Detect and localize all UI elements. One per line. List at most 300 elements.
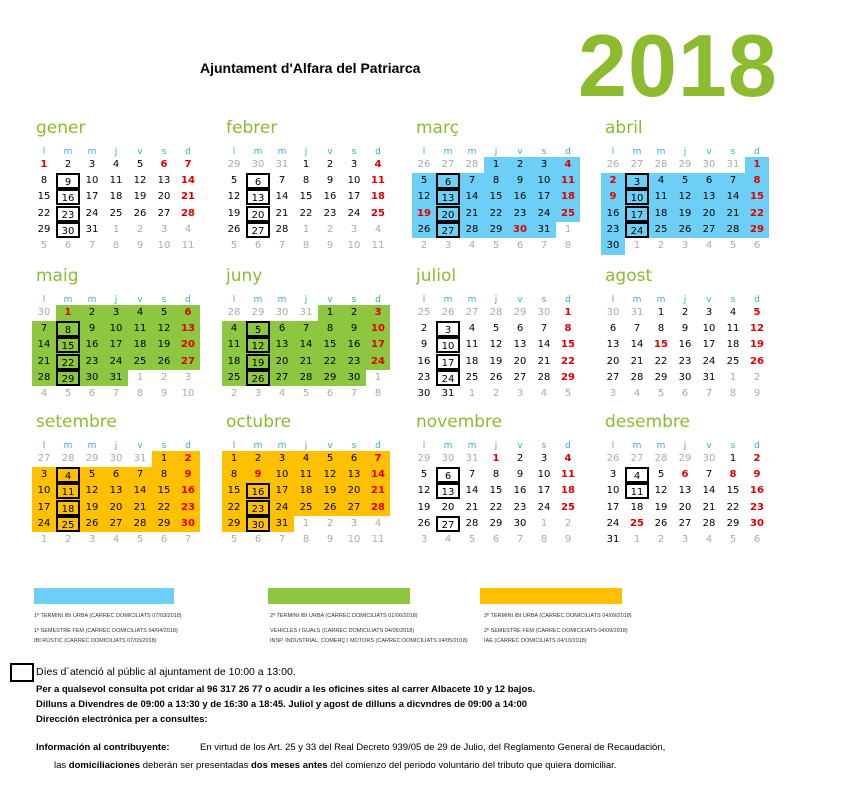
contrib-label: Información al contribuyente: — [36, 742, 170, 753]
day-cell: 5 — [681, 175, 689, 187]
day-cell: 8 — [56, 321, 80, 337]
weekday-label: m — [656, 295, 666, 305]
day-cell: 17 — [606, 501, 620, 513]
day-cell: 14 — [726, 191, 740, 203]
day-cell: 29 — [323, 371, 337, 383]
day-cell: 7 — [468, 175, 476, 187]
day-cell: 25 — [465, 371, 479, 383]
weekday-label: s — [351, 147, 357, 157]
month-febrer — [222, 118, 402, 258]
day-cell: 15 — [750, 191, 764, 203]
day-cell: 20 — [678, 501, 692, 513]
info-line-2: Per a qualsevol consulta pot cridar al 96 317 26 77 o acudir a les oficines sites al carrer Albacete 10 y 12 bajos. — [36, 684, 536, 695]
day-cell: 28 — [275, 223, 289, 235]
day-cell: 1 — [492, 159, 500, 170]
day-cell: 12 — [417, 485, 431, 497]
day-cell: 11 — [561, 175, 575, 187]
day-cell-other: 31 — [133, 453, 147, 464]
weekday-label: j — [683, 441, 687, 451]
weekday-label: d — [754, 441, 760, 451]
day-cell: 12 — [678, 191, 692, 203]
day-cell: 29 — [227, 517, 241, 529]
day-cell: 26 — [246, 370, 270, 386]
day-cell: 17 — [537, 191, 551, 203]
day-cell: 19 — [489, 355, 503, 367]
day-cell: 16 — [606, 207, 620, 219]
day-cell-other: 26 — [441, 307, 455, 318]
legend-item: 2º SEMESTRE FEM (CARREC DOMICILIATS 04/09/2018) — [484, 628, 628, 634]
day-cell: 18 — [726, 339, 740, 351]
day-cell: 31 — [275, 517, 289, 529]
day-cell: 24 — [537, 207, 551, 219]
day-cell: 3 — [278, 453, 286, 464]
day-cell: 2 — [516, 159, 524, 170]
month-gener — [32, 118, 212, 258]
day-cell-other: 7 — [350, 388, 358, 399]
day-cell: 12 — [489, 339, 503, 351]
weekday-label: j — [304, 147, 308, 157]
day-cell-other: 28 — [227, 307, 241, 318]
weekday-label: m — [253, 441, 263, 451]
day-cell: 1 — [657, 307, 665, 318]
day-cell: 29 — [489, 223, 503, 235]
day-cell: 3 — [88, 159, 96, 170]
day-cell: 4 — [374, 159, 382, 170]
legend-item: 2º TERMINI IBI URBA (CARREC DOMICILIATS 01/06/2018) — [270, 613, 418, 619]
day-cell: 3 — [112, 307, 120, 318]
day-cell: 3 — [625, 173, 649, 189]
day-cell: 27 — [246, 222, 270, 238]
day-cell: 31 — [537, 223, 551, 235]
day-cell: 30 — [347, 371, 361, 383]
day-cell: 23 — [85, 355, 99, 367]
day-cell-other: 1 — [136, 371, 144, 383]
day-cell: 12 — [417, 191, 431, 203]
day-cell: 5 — [88, 469, 96, 481]
day-cell: 15 — [654, 339, 668, 351]
day-cell: 24 — [371, 355, 385, 367]
weekday-label: l — [42, 295, 46, 305]
day-cell-other: 1 — [112, 223, 120, 235]
weekday-label: s — [730, 147, 736, 157]
day-cell: 22 — [323, 355, 337, 367]
weekday-label: m — [63, 441, 73, 451]
day-cell: 5 — [420, 469, 428, 481]
day-cell: 20 — [441, 501, 455, 513]
weekday-label: v — [137, 295, 143, 305]
legend-bar-blue — [34, 588, 174, 604]
weekday-label: v — [517, 441, 523, 451]
day-cell-other: 1 — [633, 534, 641, 545]
day-cell: 28 — [371, 501, 385, 513]
weekday-label: d — [565, 295, 571, 305]
day-cell-other: 30 — [702, 159, 716, 170]
day-cell: 28 — [702, 517, 716, 529]
day-cell: 21 — [465, 207, 479, 219]
day-cell: 3 — [540, 159, 548, 170]
day-cell: 19 — [246, 354, 270, 370]
day-cell: 22 — [299, 207, 313, 219]
day-cell: 10 — [702, 323, 716, 335]
day-cell: 14 — [37, 339, 51, 351]
day-cell: 2 — [516, 453, 524, 464]
weekday-label: d — [375, 295, 381, 305]
day-cell: 13 — [436, 189, 460, 205]
month-name: setembre — [36, 412, 117, 432]
day-cell-other: 2 — [160, 371, 168, 383]
weekday-label: m — [253, 295, 263, 305]
day-cell: 24 — [625, 222, 649, 238]
day-cell-other: 5 — [64, 388, 72, 399]
day-cell-other: 28 — [654, 453, 668, 464]
day-cell-other: 6 — [753, 534, 761, 545]
day-cell: 23 — [513, 207, 527, 219]
day-cell: 20 — [513, 355, 527, 367]
day-cell: 7 — [705, 469, 713, 481]
month-desembre — [601, 412, 781, 552]
day-cell: 24 — [85, 207, 99, 219]
weekday-label: s — [730, 295, 736, 305]
day-cell: 11 — [56, 483, 80, 499]
weekday-label: l — [42, 441, 46, 451]
day-cell-other: 8 — [302, 534, 310, 545]
day-cell-other: 11 — [371, 240, 385, 251]
day-cell: 10 — [85, 175, 99, 187]
day-cell-other: 31 — [630, 307, 644, 318]
day-cell: 16 — [678, 339, 692, 351]
weekday-label: m — [632, 441, 642, 451]
weekday-label: v — [327, 295, 333, 305]
day-cell: 13 — [109, 485, 123, 497]
weekday-label: d — [754, 147, 760, 157]
weekday-label: v — [517, 147, 523, 157]
day-cell: 9 — [350, 323, 358, 335]
day-cell: 8 — [160, 469, 168, 481]
month-name: octubre — [226, 412, 292, 432]
weekday-label: l — [232, 441, 236, 451]
day-cell-other: 6 — [326, 388, 334, 399]
weekday-label: l — [422, 147, 426, 157]
day-cell: 28 — [37, 371, 51, 383]
day-cell: 14 — [537, 339, 551, 351]
month-name: gener — [36, 118, 86, 138]
weekday-label: m — [443, 441, 453, 451]
day-cell: 7 — [184, 159, 192, 170]
day-cell: 3 — [350, 159, 358, 170]
day-cell: 28 — [181, 207, 195, 219]
weekday-label: j — [114, 441, 118, 451]
day-cell: 11 — [465, 339, 479, 351]
legend-item: 1º SEMESTRE FEM (CARREC DOMICILIATS 04/04/2018) — [34, 628, 178, 634]
day-cell-other: 1 — [40, 534, 48, 545]
day-cell: 31 — [109, 371, 123, 383]
day-cell: 7 — [468, 469, 476, 481]
day-cell-other: 5 — [657, 388, 665, 399]
weekday-label: d — [754, 295, 760, 305]
day-cell: 14 — [630, 339, 644, 351]
contrib-text-1: En virtud de los Art. 25 y 33 del Real Decreto 939/05 de 29 de Julio, del Reglamento General de Recaudación, — [200, 742, 666, 753]
weekday-label: m — [656, 147, 666, 157]
day-cell-other: 3 — [350, 223, 358, 235]
day-cell: 9 — [753, 469, 761, 481]
day-cell-other: 9 — [753, 388, 761, 399]
day-cell-other: 5 — [302, 388, 310, 399]
day-cell-other: 31 — [465, 453, 479, 464]
day-cell-other: 3 — [444, 240, 452, 251]
day-cell: 8 — [302, 175, 310, 187]
month-abril — [601, 118, 781, 258]
day-cell: 2 — [681, 307, 689, 318]
day-cell: 25 — [133, 355, 147, 367]
day-cell: 23 — [750, 501, 764, 513]
day-cell: 2 — [326, 159, 334, 170]
day-cell: 2 — [753, 453, 761, 464]
day-cell: 7 — [633, 323, 641, 335]
weekday-label: d — [375, 147, 381, 157]
day-cell-other: 2 — [657, 240, 665, 251]
day-cell-other: 29 — [227, 159, 241, 170]
weekday-label: m — [253, 147, 263, 157]
day-cell-other: 2 — [753, 371, 761, 383]
day-cell: 27 — [678, 517, 692, 529]
day-cell: 3 — [374, 307, 382, 318]
day-cell: 1 — [564, 307, 572, 318]
day-cell: 9 — [56, 173, 80, 189]
day-cell: 10 — [371, 323, 385, 335]
day-cell-other: 5 — [136, 534, 144, 545]
day-cell: 30 — [246, 516, 270, 532]
day-cell: 4 — [657, 175, 665, 187]
day-cell-other: 3 — [609, 388, 617, 399]
day-cell: 25 — [109, 207, 123, 219]
day-cell-other: 9 — [326, 240, 334, 251]
organization-title: Ajuntament d'Alfara del Patriarca — [200, 60, 421, 76]
day-cell: 30 — [513, 223, 527, 235]
day-cell: 16 — [417, 355, 431, 367]
weekday-label: j — [304, 441, 308, 451]
day-cell-other: 4 — [184, 223, 192, 235]
day-cell: 27 — [347, 501, 361, 513]
day-cell: 27 — [513, 371, 527, 383]
day-cell: 5 — [136, 159, 144, 170]
day-cell: 21 — [371, 485, 385, 497]
day-cell: 27 — [275, 371, 289, 383]
day-cell-other: 10 — [347, 240, 361, 251]
day-cell-other: 7 — [278, 534, 286, 545]
day-cell: 12 — [246, 337, 270, 353]
day-cell: 17 — [347, 191, 361, 203]
day-cell-other: 3 — [681, 240, 689, 251]
weekday-label: d — [185, 147, 191, 157]
day-cell: 8 — [492, 175, 500, 187]
day-cell: 10 — [109, 323, 123, 335]
day-cell-other: 10 — [157, 240, 171, 251]
day-cell-other: 9 — [160, 388, 168, 399]
day-cell-other: 9 — [326, 534, 334, 545]
day-cell: 12 — [654, 485, 668, 497]
day-cell-other: 4 — [444, 534, 452, 545]
day-cell: 25 — [56, 516, 80, 532]
day-cell-other: 29 — [417, 453, 431, 464]
day-cell: 10 — [37, 485, 51, 497]
day-cell: 17 — [37, 501, 51, 513]
day-cell-other: 6 — [88, 388, 96, 399]
day-cell: 9 — [681, 323, 689, 335]
day-cell: 16 — [513, 191, 527, 203]
day-cell: 4 — [136, 307, 144, 318]
day-cell: 14 — [181, 175, 195, 187]
weekday-label: s — [541, 441, 547, 451]
day-cell: 26 — [133, 207, 147, 219]
legend-item: 1º TERMINI IBI URBA (CARREC DOMICILIATS 07/03/2018) — [34, 613, 182, 619]
day-cell-other: 4 — [40, 388, 48, 399]
weekday-label: l — [422, 441, 426, 451]
day-cell-other: 1 — [633, 240, 641, 251]
day-cell-other: 2 — [657, 534, 665, 545]
day-cell: 24 — [436, 370, 460, 386]
day-cell: 4 — [56, 467, 80, 483]
day-cell-other: 1 — [564, 223, 572, 235]
weekday-label: l — [611, 147, 615, 157]
day-cell-other: 30 — [441, 453, 455, 464]
weekday-label: d — [185, 441, 191, 451]
day-cell: 6 — [516, 323, 524, 335]
day-cell: 18 — [56, 500, 80, 516]
weekday-label: v — [706, 147, 712, 157]
day-cell: 20 — [181, 339, 195, 351]
day-cell: 21 — [133, 501, 147, 513]
day-cell-other: 29 — [678, 159, 692, 170]
legend-box-attention — [10, 663, 34, 682]
day-cell: 1 — [160, 453, 168, 464]
day-cell: 14 — [299, 339, 313, 351]
day-cell-other: 27 — [441, 159, 455, 170]
day-cell: 14 — [702, 485, 716, 497]
day-cell: 28 — [537, 371, 551, 383]
day-cell-other: 5 — [230, 534, 238, 545]
day-cell: 15 — [37, 191, 51, 203]
weekday-label: s — [541, 147, 547, 157]
day-cell-other: 26 — [417, 159, 431, 170]
year-title: 2018 — [578, 16, 778, 115]
day-cell: 9 — [609, 191, 617, 203]
day-cell: 3 — [40, 469, 48, 481]
day-cell: 22 — [726, 501, 740, 513]
day-cell: 29 — [157, 517, 171, 529]
day-cell: 7 — [40, 323, 48, 335]
day-cell: 6 — [350, 453, 358, 464]
day-cell: 6 — [705, 175, 713, 187]
weekday-label: m — [632, 295, 642, 305]
day-cell-other: 3 — [184, 371, 192, 383]
day-cell: 8 — [40, 175, 48, 187]
day-cell: 1 — [492, 453, 500, 464]
day-cell-other: 8 — [374, 388, 382, 399]
day-cell: 25 — [654, 223, 668, 235]
month-agost — [601, 266, 781, 406]
day-cell-other: 5 — [729, 240, 737, 251]
day-cell: 30 — [85, 371, 99, 383]
weekday-label: d — [565, 441, 571, 451]
day-cell: 18 — [654, 207, 668, 219]
day-cell: 21 — [275, 207, 289, 219]
weekday-label: l — [232, 295, 236, 305]
day-cell-other: 30 — [537, 307, 551, 318]
day-cell: 7 — [302, 323, 310, 335]
month-name: juliol — [416, 266, 457, 286]
day-cell: 29 — [750, 223, 764, 235]
day-cell-other: 28 — [489, 307, 503, 318]
day-cell-other: 29 — [251, 307, 265, 318]
weekday-label: v — [517, 295, 523, 305]
day-cell-other: 2 — [64, 534, 72, 545]
day-cell-other: 8 — [112, 240, 120, 251]
day-cell: 17 — [702, 339, 716, 351]
day-cell: 13 — [606, 339, 620, 351]
day-cell: 24 — [109, 355, 123, 367]
day-cell: 30 — [606, 240, 620, 251]
day-cell: 17 — [436, 354, 460, 370]
day-cell-other: 2 — [326, 517, 334, 529]
day-cell: 26 — [750, 355, 764, 367]
day-cell-other: 1 — [468, 388, 476, 399]
day-cell: 2 — [350, 307, 358, 318]
day-cell: 4 — [625, 467, 649, 483]
day-cell: 27 — [606, 371, 620, 383]
day-cell: 22 — [56, 354, 80, 370]
day-cell-other: 10 — [181, 388, 195, 399]
day-cell: 27 — [157, 207, 171, 219]
day-cell: 16 — [513, 485, 527, 497]
day-cell: 3 — [436, 321, 460, 337]
weekday-label: m — [63, 147, 73, 157]
day-cell: 7 — [278, 175, 286, 187]
day-cell: 30 — [181, 517, 195, 529]
weekday-label: m — [443, 147, 453, 157]
day-cell: 27 — [436, 222, 460, 238]
day-cell: 19 — [323, 485, 337, 497]
day-cell: 26 — [654, 517, 668, 529]
day-cell-other: 3 — [88, 534, 96, 545]
day-cell: 26 — [227, 223, 241, 235]
weekday-label: s — [351, 295, 357, 305]
day-cell: 29 — [56, 370, 80, 386]
weekday-label: s — [161, 295, 167, 305]
legend-item: IBI RÚSTIC (CARREC DOMICILIATS 07/03/2018) — [34, 638, 157, 644]
day-cell: 28 — [299, 371, 313, 383]
day-cell: 14 — [133, 485, 147, 497]
day-cell-other: 30 — [37, 307, 51, 318]
day-cell-other: 7 — [278, 240, 286, 251]
weekday-label: m — [277, 295, 287, 305]
weekday-label: v — [137, 147, 143, 157]
day-cell: 18 — [465, 355, 479, 367]
legend-item: INSP. INDUSTRIAL, COMERÇ I MOTORS (CARREC DOMICILIATS 04/05/2018) — [270, 638, 468, 644]
day-cell-other: 30 — [606, 307, 620, 318]
weekday-label: l — [611, 441, 615, 451]
day-cell: 26 — [489, 371, 503, 383]
day-cell-other: 29 — [678, 453, 692, 464]
day-cell: 15 — [227, 485, 241, 497]
day-cell: 21 — [465, 501, 479, 513]
day-cell: 21 — [299, 355, 313, 367]
day-cell-other: 4 — [540, 388, 548, 399]
day-cell: 13 — [181, 323, 195, 335]
day-cell: 30 — [513, 517, 527, 529]
day-cell-other: 3 — [516, 388, 524, 399]
day-cell: 11 — [109, 175, 123, 187]
day-cell: 6 — [609, 323, 617, 335]
